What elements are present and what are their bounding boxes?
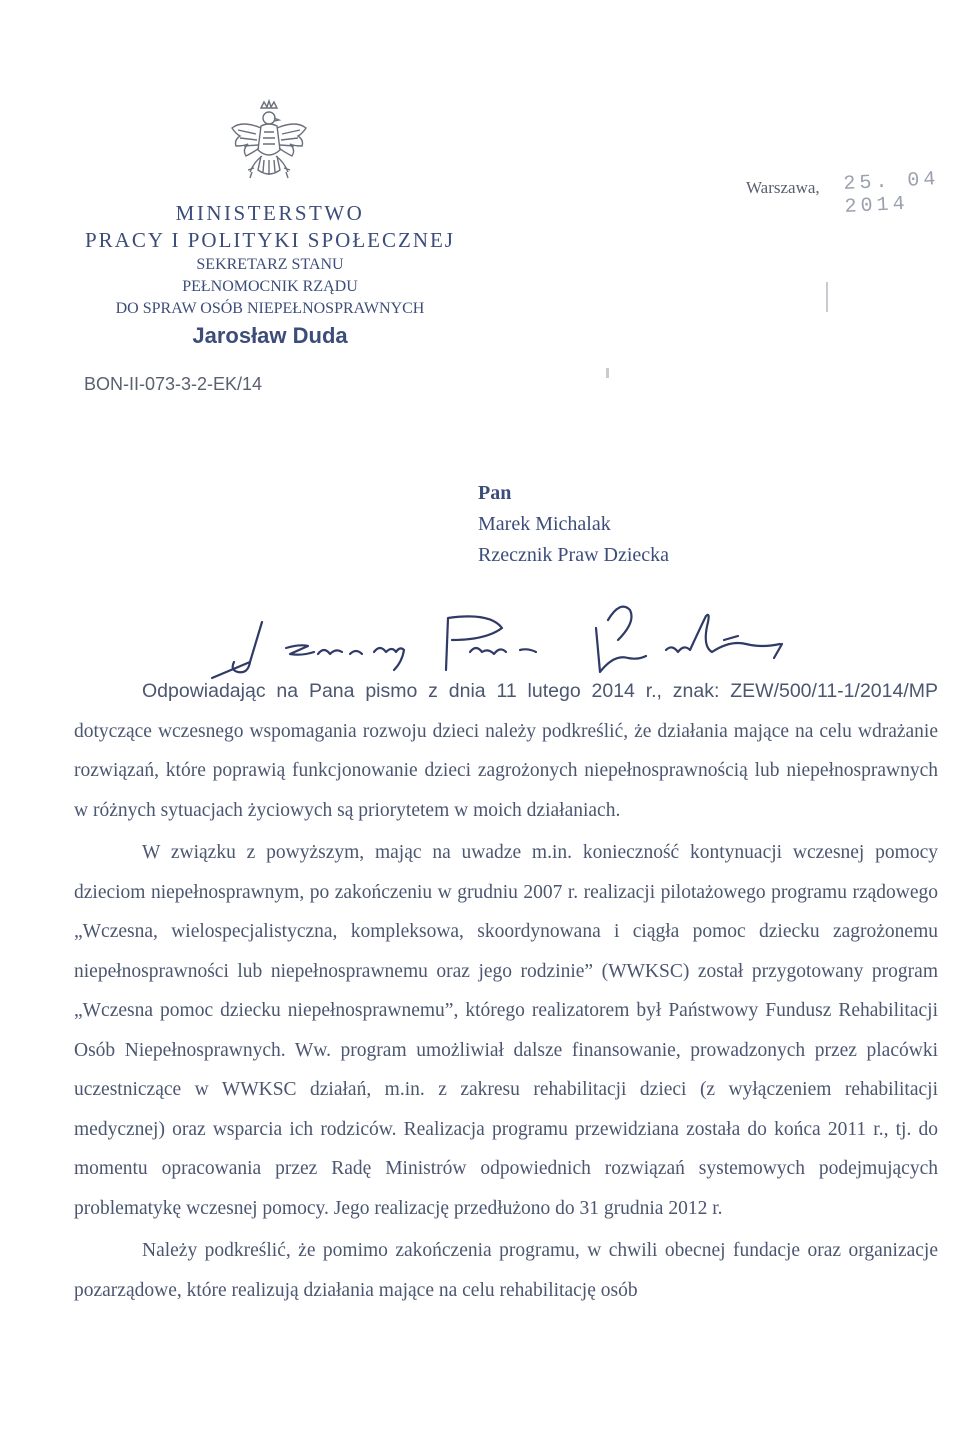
scan-speck xyxy=(826,282,828,312)
ministry-header xyxy=(40,200,500,352)
official-name: Jarosław Duda xyxy=(192,323,348,348)
reference-number: BON-II-073-3-2-EK/14 xyxy=(84,374,263,394)
position-line1: SEKRETARZ STANU xyxy=(196,256,344,273)
recipient-salutation: Pan xyxy=(478,482,512,504)
place-label: Warszawa, xyxy=(746,178,820,197)
handwritten-signature xyxy=(190,600,810,700)
position-line2: PEŁNOMOCNIK RZĄDU xyxy=(182,278,358,295)
paragraph-1-lead: Odpowiadając na Pana pismo z dnia 11 lutego 2014 r., znak: ZEW/500/11-1/2014/MP xyxy=(142,680,938,702)
position-line3: DO SPRAW OSÓB NIEPEŁNOSPRAWNYCH xyxy=(115,300,425,317)
paragraph-2: W związku z powyższym, mając na uwadze m.in. konieczność kontynuacji wczesnej pomocy dzieciom niepełnosprawnym, po zakończeniu w grudniu 2007 r. realizacji pilotażowego programu rządowego „Wczesna, wielospecjalistyczna, kompleksowa, skoordynowana i ciągła pomoc dziecku zagrożonemu niepełnosprawności lub niepełnosprawnemu oraz jego rodzinie” (WWKSC) został przygotowany program „Wczesna pomoc dziecku niepełnosprawnemu”, którego realizatorem był Państwowy Fundusz Rehabilitacji Osób Niepełnosprawnych. Ww. program umożliwiał dalsze finansowanie, prowadzonych przez placówki uczestniczące w WWKSC działań, m.in. z zakresu rehabilitacji dzieci (z wyłączeniem rehabilitacji medycznej) oraz wsparcia ich rodziców. Realizacja programu przewidziana została do końca 2011 r., tj. do momentu opracowania przez Radę Ministrów odpowiednich rozwiązań systemowych podejmujących problematykę wczesnej pomocy. Jego realizację przedłużono do 31 grudnia 2012 r. xyxy=(74,842,938,1219)
ministry-name-line1: MINISTERSTWO xyxy=(175,201,365,225)
recipient-title: Rzecznik Praw Dziecka xyxy=(478,544,670,566)
eagle-emblem-icon xyxy=(228,98,310,190)
ministry-name-line2: PRACY I POLITYKI SPOŁECZNEJ xyxy=(85,228,455,252)
recipient-block xyxy=(478,478,669,571)
date-stamp: 25. 04 2014 xyxy=(842,168,940,220)
paragraph-3: Należy podkreślić, że pomimo zakończenia programu, w chwili obecnej fundacje oraz organizacje pozarządowe, które realizują działania mające na celu rehabilitację osób xyxy=(74,1240,938,1301)
letter-body xyxy=(74,672,938,1310)
scan-speck xyxy=(606,368,609,378)
recipient-name: Marek Michalak xyxy=(478,513,611,535)
paragraph-1-rest: dotyczące wczesnego wspomagania rozwoju dzieci należy podkreślić, że działania mające na celu wdrażanie rozwiązań, które poprawią funkcjonowanie dzieci zagrożonych niepełnosprawnością lub niepełnosprawnych w różnych sytuacjach życiowych są priorytetem w moich działaniach. xyxy=(74,720,938,821)
